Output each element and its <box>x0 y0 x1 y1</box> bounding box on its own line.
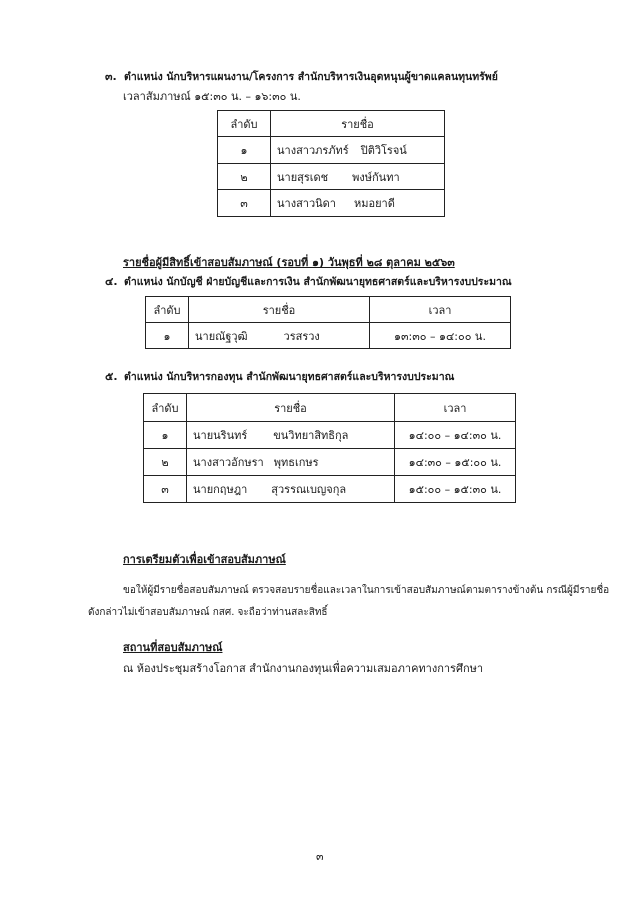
row-name <box>271 137 445 164</box>
col-header-order: ลำดับ <box>146 297 189 323</box>
venue-text: ณ ห้องประชุมสร้างโอกาส สำนักงานกองทุนเพื่อความเสมอภาคทางการศึกษา <box>123 662 484 675</box>
row-name <box>187 476 395 503</box>
first-name: นายสุรเดช <box>277 170 329 184</box>
table-row <box>218 190 445 217</box>
row-number: ๓ <box>144 476 187 503</box>
col-header-name: รายชื่อ <box>187 394 395 422</box>
last-name: พุทธเกษร <box>273 456 319 469</box>
last-name: ขนวิทยาสิทธิกุล <box>273 429 349 442</box>
col-header-time: เวลา <box>395 394 516 422</box>
table-row <box>144 476 516 503</box>
table-row <box>144 449 516 476</box>
section-3-time: เวลาสัมภาษณ์ ๑๕:๓๐ น. – ๑๖:๓๐ น. <box>123 90 301 103</box>
prep-line-1: ขอให้ผู้มีรายชื่อสอบสัมภาษณ์ ตรวจสอบรายชื่อและเวลาในการเข้าสอบสัมภาษณ์ตามตารางข้างต้น กรณีผู้มีรายชื่อ <box>123 585 610 596</box>
section-5-number: ๕. <box>105 370 118 383</box>
row-name <box>271 164 445 190</box>
section-5-heading: ตำแหน่ง นักบริหารกองทุน สำนักพัฒนายุทธศาสตร์และบริหารงบประมาณ <box>124 371 455 383</box>
row-time: ๑๕:๐๐ – ๑๕:๓๐ น. <box>395 476 516 503</box>
section-3-number: ๓. <box>105 70 117 83</box>
table-row <box>218 164 445 190</box>
last-name: สุวรรณเบญจกุล <box>271 483 347 496</box>
last-name: หมอยาดี <box>353 197 395 210</box>
table-row <box>144 422 516 449</box>
col-header-name: รายชื่อ <box>189 297 370 323</box>
section-3-heading: ตำแหน่ง นักบริหารแผนงาน/โครงการ สำนักบริหารเงินอุดหนุนผู้ขาดแคลนทุนทรัพย์ <box>124 71 498 83</box>
section-5-table <box>143 393 516 503</box>
row-number: ๒ <box>218 164 271 190</box>
col-header-order: ลำดับ <box>218 111 271 137</box>
first-name: นางสาวอักษรา <box>193 456 264 469</box>
row-number: ๑ <box>146 323 189 349</box>
last-name: พงษ์กันทา <box>352 170 400 184</box>
page-number: ๓ <box>316 850 324 863</box>
prep-line-2: ดังกล่าวไม่เข้าสอบสัมภาษณ์ กสศ. จะถือว่าท่านสละสิทธิ์ <box>88 607 328 618</box>
venue-heading: สถานที่สอบสัมภาษณ์ <box>123 641 223 654</box>
col-header-order: ลำดับ <box>144 394 187 422</box>
row-number: ๑ <box>218 137 271 164</box>
row-time: ๑๔:๐๐ – ๑๔:๓๐ น. <box>395 422 516 449</box>
row-number: ๓ <box>218 190 271 217</box>
row-time: ๑๔:๓๐ – ๑๕:๐๐ น. <box>395 449 516 476</box>
col-header-name: รายชื่อ <box>271 111 445 137</box>
row-number: ๒ <box>144 449 187 476</box>
first-name: นางสาวภรภัทร์ <box>277 144 349 157</box>
round-heading: รายชื่อผู้มีสิทธิ์เข้าสอบสัมภาษณ์ (รอบที่ ๑) วันพุธที่ ๒๘ ตุลาคม ๒๕๖๓ <box>123 256 455 269</box>
table-row <box>146 323 511 349</box>
last-name: ปิติวิโรจน์ <box>360 144 407 157</box>
row-time: ๑๓:๓๐ – ๑๔:๐๐ น. <box>370 323 511 349</box>
col-header-time: เวลา <box>370 297 511 323</box>
section-4-heading: ตำแหน่ง นักบัญชี ฝ่ายบัญชีและการเงิน สำนักพัฒนายุทธศาสตร์และบริหารงบประมาณ <box>124 276 512 288</box>
first-name: นายกฤษฎา <box>193 483 248 496</box>
last-name: วรสรวง <box>283 329 320 343</box>
first-name: นายนรินทร์ <box>193 429 248 442</box>
row-number: ๑ <box>144 422 187 449</box>
first-name: นายณัฐวุฒิ <box>195 329 248 343</box>
row-name <box>189 323 370 349</box>
prep-heading: การเตรียมตัวเพื่อเข้าสอบสัมภาษณ์ <box>123 553 286 566</box>
first-name: นางสาวนิดา <box>277 197 336 210</box>
table-row <box>218 137 445 164</box>
section-3-table <box>217 110 445 217</box>
row-name <box>187 422 395 449</box>
section-4-table <box>145 296 511 349</box>
section-4-number: ๔. <box>105 275 118 288</box>
row-name <box>271 190 445 217</box>
row-name <box>187 449 395 476</box>
